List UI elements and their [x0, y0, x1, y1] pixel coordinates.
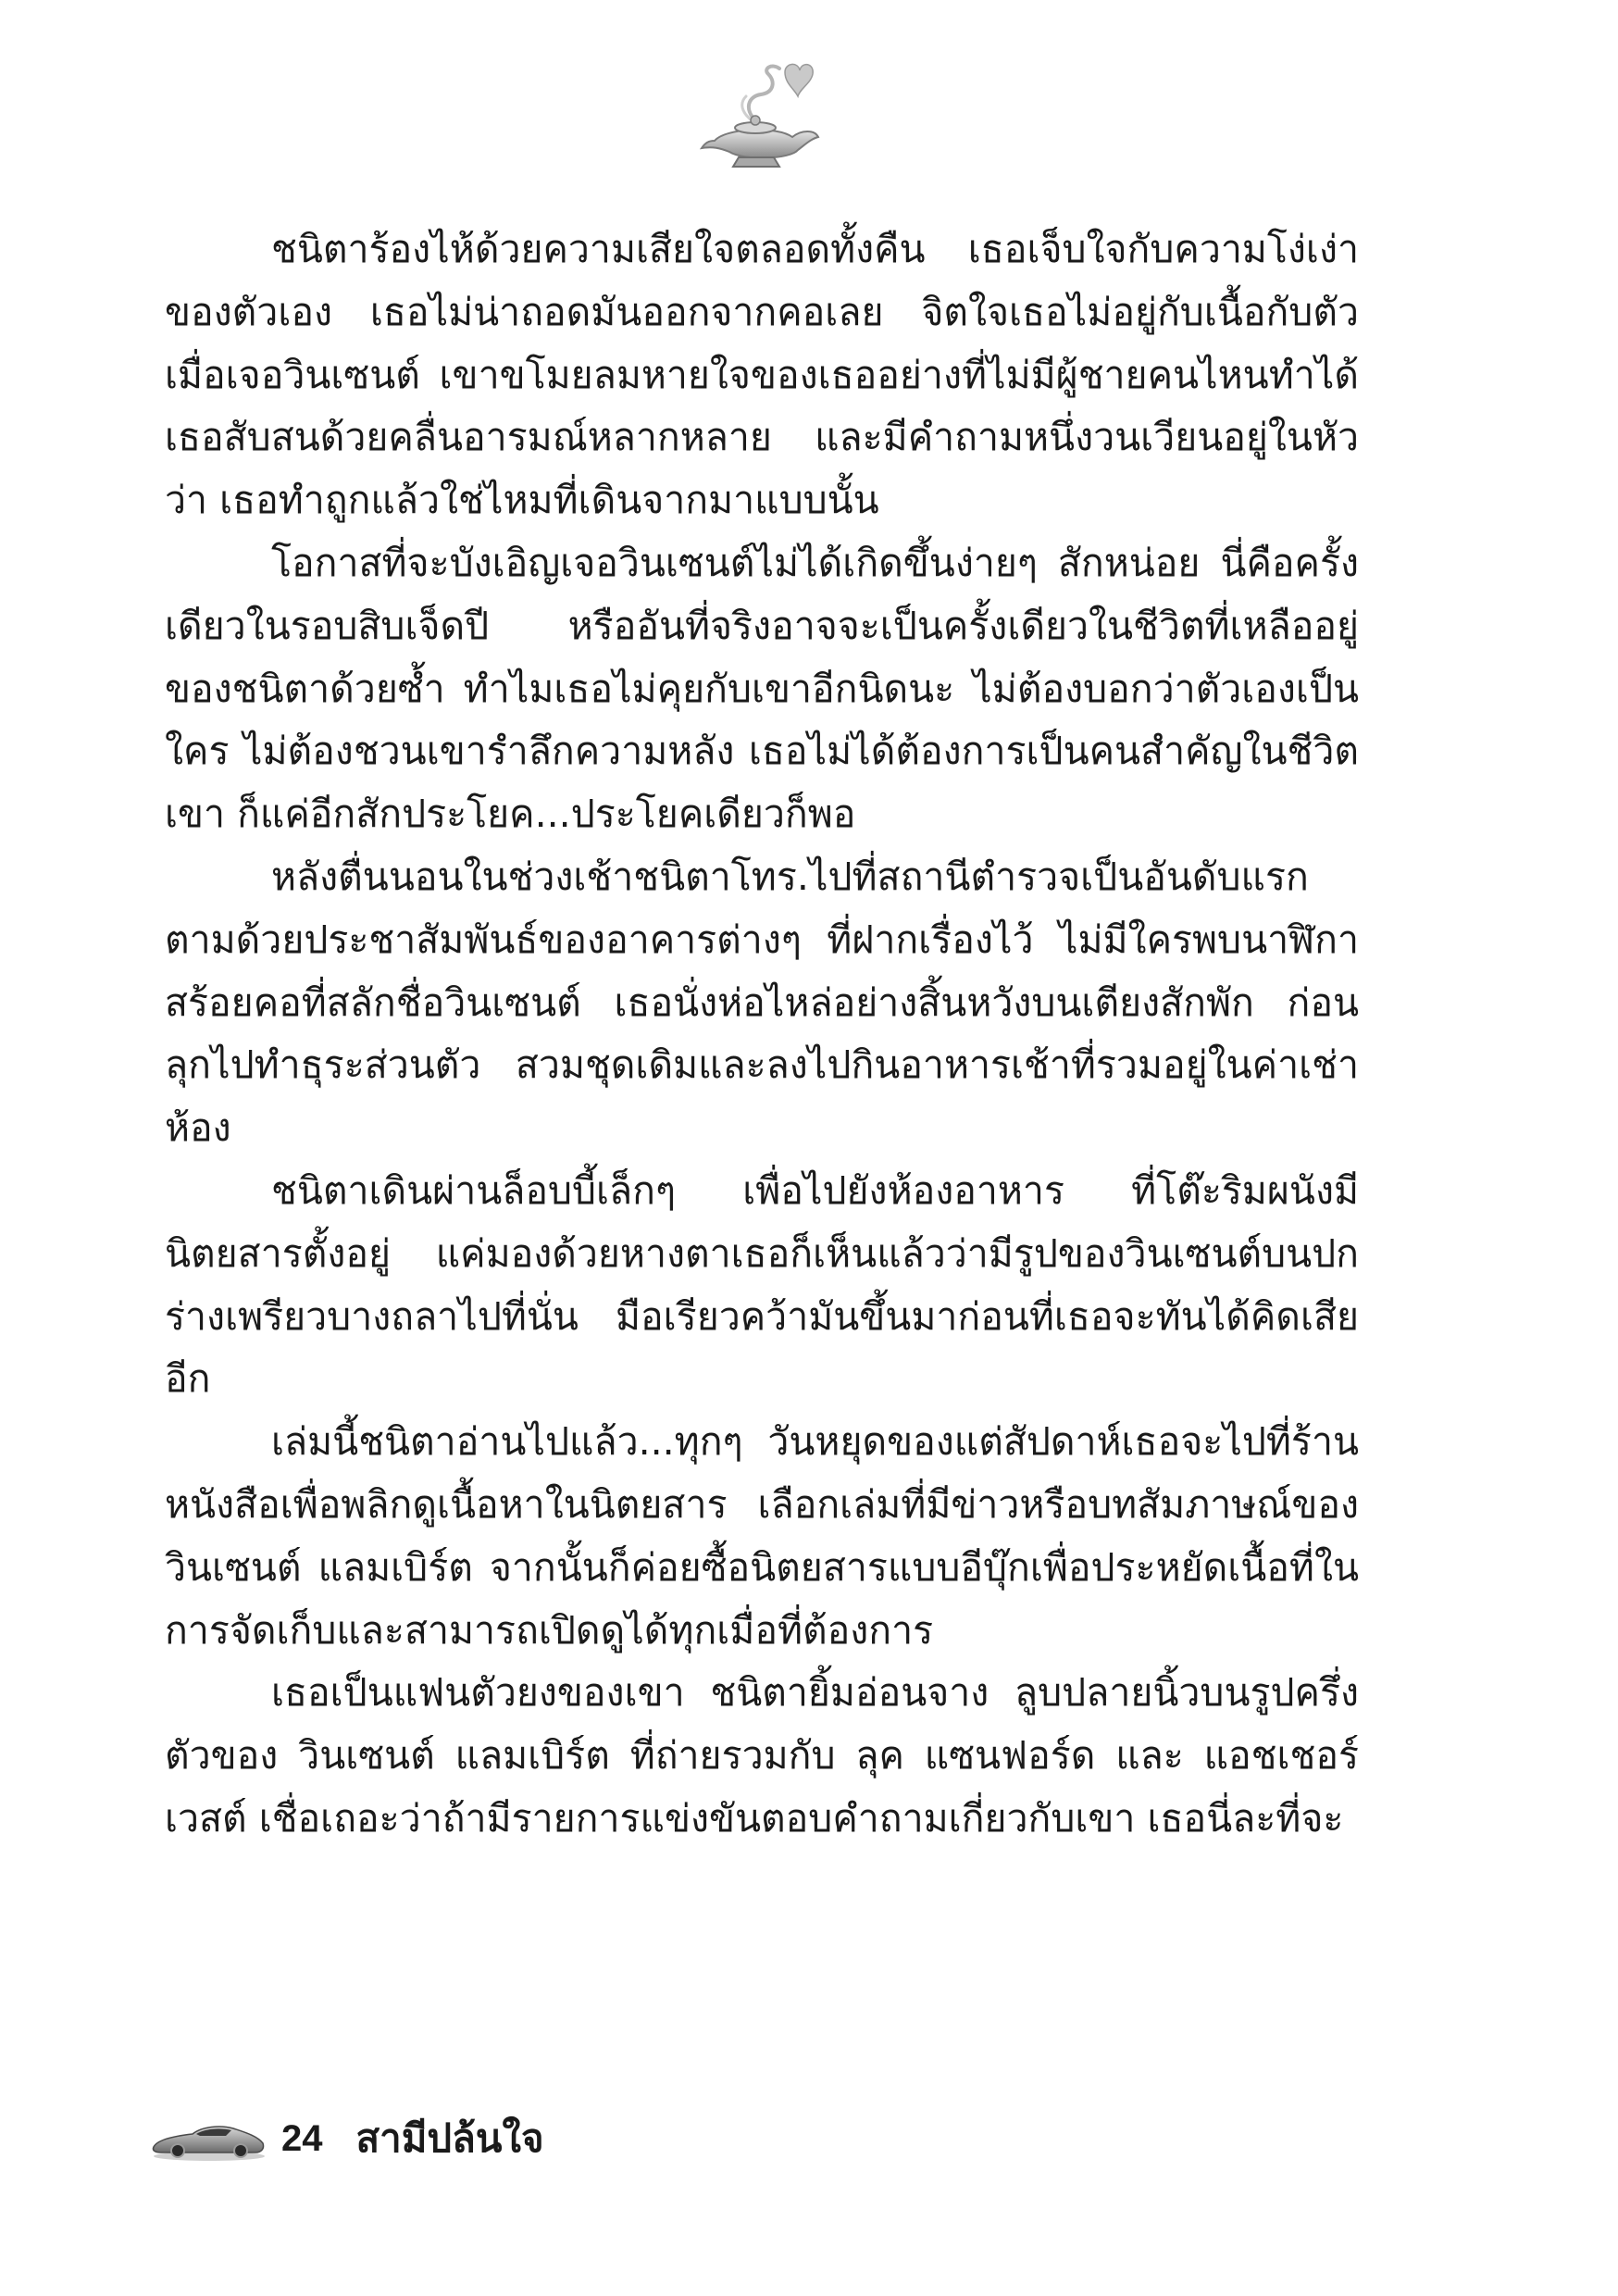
- paragraph: โอกาสที่จะบังเอิญเจอวินเซนต์ไม่ได้เกิดขึ้นง่ายๆ สักหน่อย นี่คือครั้งเดียวในรอบสิบเจ็ดปี หรืออันที่จริงอาจจะเป็นครั้งเดียวในชีวิตที่เหลืออยู่ของชนิตาด้วยซ้ำ ทำไมเธอไม่คุยกับเขาอีกนิดนะ ไม่ต้องบอกว่าตัวเองเป็นใคร ไม่ต้องชวนเขารำลึกความหลัง เธอไม่ได้ต้องการเป็นคนสำคัญในชีวิตเขา ก็แค่อีกสักประโยค...ประโยคเดียวก็พอ: [165, 540, 1359, 837]
- paragraph: ชนิตาร้องไห้ด้วยความเสียใจตลอดทั้งคืน เธอเจ็บใจกับความโง่เง่าของตัวเอง เธอไม่น่าถอดมันออกจากคอเลย จิตใจเธอไม่อยู่กับเนื้อกับตัวเมื่อเจอวินเซนต์ เขาขโมยลมหายใจของเธออย่างที่ไม่มีผู้ชายคนไหนทำได้ เธอสับสนด้วยคลื่นอารมณ์หลากหลาย และมีคำถามหนึ่งวนเวียนอยู่ในหัวว่า เธอทำถูกแล้วใช่ไหมที่เดินจากมาแบบนั้น: [165, 227, 1359, 523]
- sports-car-icon: [148, 2115, 268, 2162]
- paragraph: ชนิตาเดินผ่านล็อบบี้เล็กๆ เพื่อไปยังห้องอาหาร ที่โต๊ะริมผนังมีนิตยสารตั้งอยู่ แค่มองด้วยหางตาเธอก็เห็นแล้วว่ามีรูปของวินเซนต์บนปก ร่างเพรียวบางถลาไปที่นั่น มือเรียวคว้ามันขึ้นมาก่อนที่เธอจะทันได้คิดเสียอีก: [165, 1167, 1359, 1402]
- paragraph: หลังตื่นนอนในช่วงเช้าชนิตาโทร.ไปที่สถานีตำรวจเป็นอันดับแรก ตามด้วยประชาสัมพันธ์ของอาคารต่างๆ ที่ฝากเรื่องไว้ ไม่มีใครพบนาฬิกาสร้อยคอที่สลักชื่อวินเซนต์ เธอนั่งห่อไหล่อย่างสิ้นหวังบนเตียงสักพัก ก่อนลุกไปทำธุระส่วนตัว สวมชุดเดิมและลงไปกินอาหารเช้าที่รวมอยู่ในค่าเช่าห้อง: [165, 854, 1359, 1151]
- body-text: [165, 218, 1359, 1851]
- genie-lamp-heart-icon: [689, 56, 828, 176]
- paragraph: เธอเป็นแฟนตัวยงของเขา ชนิตายิ้มอ่อนจาง ลูบปลายนิ้วบนรูปครึ่งตัวของ วินเซนต์ แลมเบิร์ต ที่ถ่ายรวมกับ ลุค แซนฟอร์ด และ แอชเชอร์ เวสต์ เชื่อเถอะว่าถ้ามีรายการแข่งขันตอบคำถามเกี่ยวกับเขา เธอนี่ละที่จะ: [165, 1670, 1359, 1841]
- page-number: 24: [281, 2117, 323, 2159]
- page-footer: [148, 2102, 544, 2176]
- book-title: สามีปล้นใจ: [355, 2115, 544, 2161]
- paragraph: เล่มนี้ชนิตาอ่านไปแล้ว...ทุกๆ วันหยุดของแต่สัปดาห์เธอจะไปที่ร้านหนังสือเพื่อพลิกดูเนื้อหาในนิตยสาร เลือกเล่มที่มีข่าวหรือบทสัมภาษณ์ของ วินเซนต์ แลมเบิร์ต จากนั้นก็ค่อยซื้อนิตยสารแบบอีบุ๊กเพื่อประหยัดเนื้อที่ในการจัดเก็บและสามารถเปิดดูได้ทุกเมื่อที่ต้องการ: [165, 1419, 1359, 1653]
